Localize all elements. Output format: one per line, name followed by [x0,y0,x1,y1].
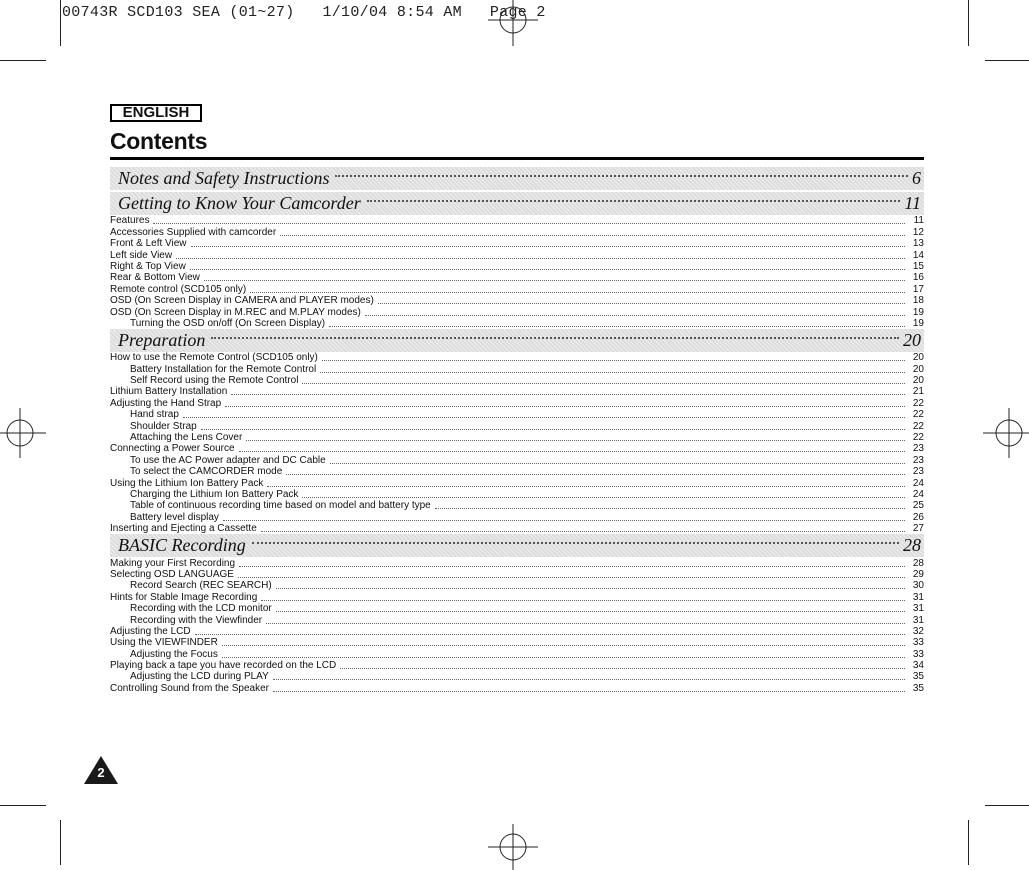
dot-leader [267,486,905,487]
entry-label: Attaching the Lens Cover [130,432,243,444]
toc-entry[interactable] [110,637,924,648]
dot-leader [222,657,905,658]
registration-mark-right [979,408,1029,458]
entry-page: 19 [912,317,924,329]
table-of-contents [110,167,924,694]
dot-leader [153,223,905,224]
entry-page: 25 [912,500,924,512]
crop-mark [968,0,969,46]
dot-leader [378,303,905,304]
dot-leader [183,417,905,418]
entry-page: 23 [912,466,924,478]
title-rule [110,157,924,160]
entry-page: 31 [912,614,924,626]
toc-entry[interactable] [110,238,924,249]
entry-label: Rear & Bottom View [110,272,200,284]
entry-label: Lithium Battery Installation [110,386,228,398]
crop-mark [60,820,61,865]
entry-page: 17 [912,283,924,295]
dot-leader [330,463,905,464]
entry-label: Record Search (REC SEARCH) [130,580,272,592]
entry-label: To select the CAMCORDER mode [130,466,283,478]
dot-leader [286,474,905,475]
entry-page: 31 [912,591,924,603]
entry-label: Adjusting the Hand Strap [110,397,222,409]
toc-entry[interactable] [110,249,924,260]
section-page: 20 [903,329,921,350]
section-title: Notes and Safety Instructions [118,168,330,188]
toc-entry[interactable] [110,283,924,294]
toc-entry[interactable] [110,660,924,671]
entry-page: 33 [912,637,924,649]
toc-entry[interactable] [110,477,924,488]
dot-leader [302,497,905,498]
registration-mark-top [488,0,538,50]
entry-page: 22 [912,432,924,444]
entry-page: 21 [912,386,924,398]
entry-page: 24 [912,477,924,489]
dot-leader [191,246,905,247]
entry-label: Controlling Sound from the Speaker [110,682,269,694]
dot-leader [176,258,905,259]
crop-mark [985,60,1029,61]
crop-mark [0,805,46,806]
toc-entry[interactable] [110,500,924,511]
entry-label: Recording with the LCD monitor [130,603,272,615]
entry-page: 20 [912,363,924,375]
entry-label: Left side View [110,249,173,261]
dot-leader [276,588,905,589]
entry-page: 27 [912,523,924,535]
entry-page: 22 [912,397,924,409]
toc-section-header[interactable] [110,167,924,190]
entry-page: 19 [912,306,924,318]
toc-entry[interactable] [110,215,924,226]
entry-label: To use the AC Power adapter and DC Cable [130,454,326,466]
page-number: 2 [97,765,105,780]
toc-entry[interactable] [110,386,924,397]
toc-entry[interactable] [110,443,924,454]
toc-entry[interactable] [110,306,924,317]
entry-page: 12 [912,226,924,238]
registration-mark-bottom [488,820,538,870]
toc-entry[interactable] [110,603,924,614]
toc-entry[interactable] [110,272,924,283]
entry-label: Battery level display [130,511,219,523]
entry-page: 35 [912,671,924,683]
entry-label: Hand strap [130,409,179,421]
dot-leader [261,531,905,532]
entry-page: 30 [912,580,924,592]
entry-page: 22 [912,420,924,432]
dot-leader [223,520,905,521]
section-page: 11 [904,193,921,213]
dot-leader [252,542,899,544]
entry-page: 18 [912,295,924,307]
dot-leader [239,451,905,452]
dot-leader [273,679,905,680]
section-title: Preparation [118,329,206,350]
entry-label: Making your First Recording [110,557,236,569]
entry-label: Using the Lithium Ion Battery Pack [110,477,264,489]
entry-label: Battery Installation for the Remote Control [130,363,317,375]
toc-entry[interactable] [110,682,924,693]
dot-leader [435,508,905,509]
toc-section-header[interactable] [110,534,924,557]
section-page: 6 [912,168,921,188]
crop-mark [0,60,46,61]
dot-leader [340,668,905,669]
entry-label: Hints for Stable Image Recording [110,591,258,603]
dot-leader [367,200,901,202]
entry-label: Selecting OSD LANGUAGE [110,568,234,580]
toc-entry[interactable] [110,261,924,272]
toc-entry[interactable] [110,420,924,431]
dot-leader [225,406,905,407]
entry-label: Features [110,215,150,227]
language-badge: ENGLISH [110,104,202,122]
dot-leader [365,315,905,316]
registration-mark-left [0,408,50,458]
entry-label: Using the VIEWFINDER [110,637,218,649]
toc-entry[interactable] [110,614,924,625]
crop-mark [60,0,61,46]
toc-entry[interactable] [110,511,924,522]
crop-mark [968,820,969,865]
entry-page: 26 [912,511,924,523]
entry-page: 11 [913,215,924,227]
entry-label: How to use the Remote Control (SCD105 only) [110,352,318,364]
entry-label: Remote control (SCD105 only) [110,283,247,295]
toc-entry[interactable] [110,626,924,637]
toc-entry[interactable] [110,580,924,591]
dot-leader [276,611,905,612]
toc-entry[interactable] [110,397,924,408]
toc-section-header[interactable] [110,192,924,215]
entry-page: 13 [912,238,924,250]
toc-entry[interactable] [110,375,924,386]
entry-label: Adjusting the Focus [130,648,218,660]
entry-page: 24 [912,488,924,500]
section-title: Getting to Know Your Camcorder [118,193,361,213]
entry-label: OSD (On Screen Display in CAMERA and PLAYER modes) [110,295,374,307]
entry-page: 22 [912,409,924,421]
entry-label: Table of continuous recording time based on model and battery type [130,500,431,512]
toc-entry[interactable] [110,409,924,420]
section-title: BASIC Recording [118,535,246,556]
dot-leader [266,623,905,624]
dot-leader [322,360,905,361]
dot-leader [239,566,905,567]
dot-leader [302,383,905,384]
toc-entry[interactable] [110,591,924,602]
toc-entry[interactable] [110,454,924,465]
entry-label: Shoulder Strap [130,420,197,432]
entry-page: 20 [912,375,924,387]
page-title: Contents [110,128,208,154]
dot-leader [238,577,905,578]
entry-label: Inserting and Ejecting a Cassette [110,523,257,535]
dot-leader [320,372,905,373]
entry-page: 23 [912,454,924,466]
dot-leader [329,326,905,327]
dot-leader [190,269,905,270]
dot-leader [201,429,905,430]
dot-leader [246,440,905,441]
entry-label: Right & Top View [110,260,186,272]
toc-entry[interactable] [110,363,924,374]
entry-page: 32 [912,625,924,637]
section-page: 28 [903,535,921,556]
print-header: 00743R SCD103 SEA (01~27) 1/10/04 8:54 AM Page 2 [62,4,546,21]
entry-page: 29 [912,568,924,580]
entry-label: Recording with the Viewfinder [130,614,263,626]
dot-leader [211,337,899,339]
entry-label: Playing back a tape you have recorded on the LCD [110,660,337,672]
entry-label: OSD (On Screen Display in M.REC and M.PLAY modes) [110,306,361,318]
entry-label: Accessories Supplied with camcorder [110,226,277,238]
entry-page: 20 [912,352,924,364]
toc-entry[interactable] [110,226,924,237]
toc-entry[interactable] [110,557,924,568]
toc-entry[interactable] [110,352,924,363]
toc-entry[interactable] [110,466,924,477]
toc-entry[interactable] [110,523,924,534]
entry-page: 14 [912,249,924,261]
entry-page: 34 [912,660,924,672]
dot-leader [195,634,905,635]
entry-label: Adjusting the LCD [110,625,191,637]
dot-leader [261,600,905,601]
crop-mark [985,805,1029,806]
entry-page: 35 [912,682,924,694]
toc-entry[interactable] [110,569,924,580]
entry-page: 15 [912,260,924,272]
toc-entry[interactable] [110,489,924,500]
entry-page: 23 [912,443,924,455]
dot-leader [335,175,908,177]
entry-label: Turning the OSD on/off (On Screen Display) [130,317,326,329]
dot-leader [273,691,905,692]
entry-label: Connecting a Power Source [110,443,235,455]
toc-entry[interactable] [110,671,924,682]
dot-leader [222,645,905,646]
entry-label: Front & Left View [110,238,187,250]
entry-page: 16 [912,272,924,284]
entry-page: 28 [912,557,924,569]
toc-section-header[interactable] [110,329,924,352]
entry-label: Charging the Lithium Ion Battery Pack [130,488,299,500]
dot-leader [204,280,905,281]
toc-entry[interactable] [110,648,924,659]
entry-page: 31 [912,603,924,615]
dot-leader [250,292,905,293]
dot-leader [280,235,905,236]
dot-leader [231,394,905,395]
toc-entry[interactable] [110,295,924,306]
toc-entry[interactable] [110,432,924,443]
entry-label: Adjusting the LCD during PLAY [130,671,269,683]
toc-entry[interactable] [110,318,924,329]
entry-label: Self Record using the Remote Control [130,375,299,387]
entry-page: 33 [912,648,924,660]
